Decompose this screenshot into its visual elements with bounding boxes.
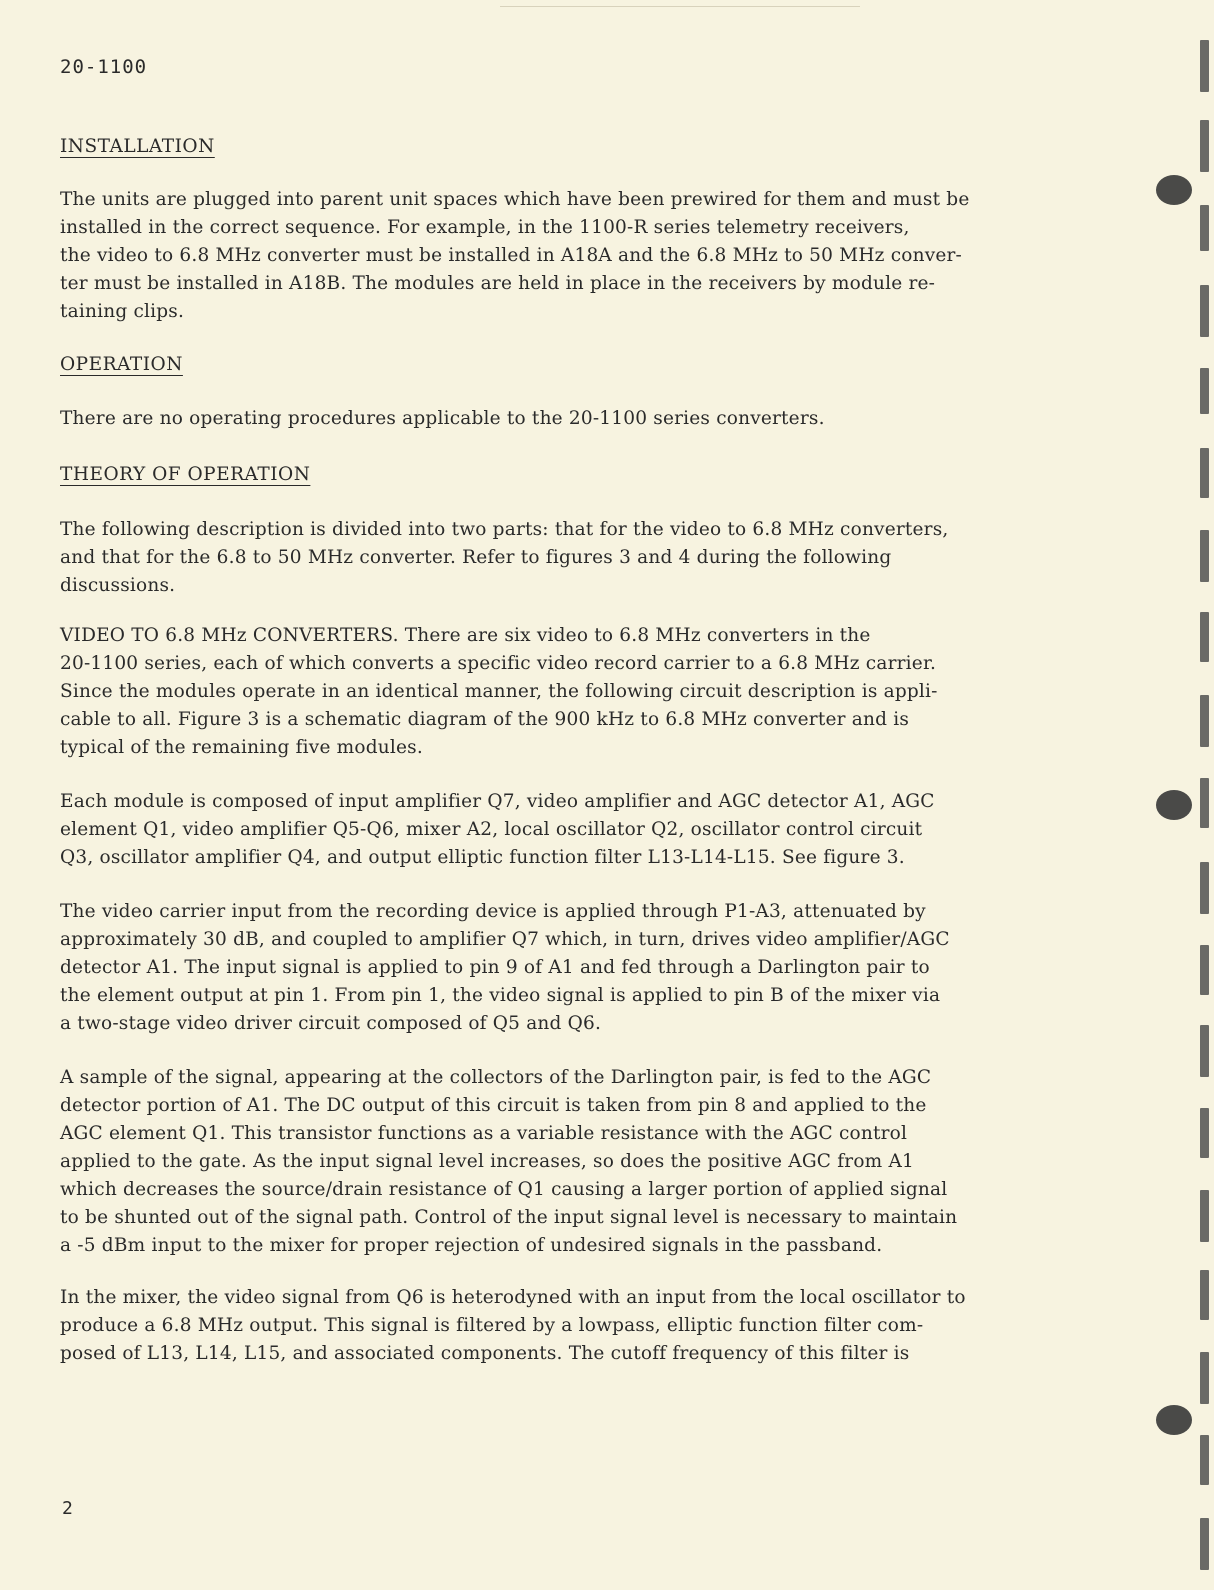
binding-slot [1200, 778, 1209, 828]
text-line: posed of L13, L14, L15, and associated components. The cutoff frequency of this filter is [60, 1343, 910, 1364]
text-line: The following description is divided into two parts: that for the video to 6.8 MHz converters, [60, 519, 949, 540]
paragraph-video-converters [60, 622, 1100, 762]
binding-slot [1200, 1190, 1209, 1242]
page-number: 2 [62, 1498, 73, 1519]
text-line: There are no operating procedures applicable to the 20-1100 series converters. [60, 408, 825, 429]
text-line: The video carrier input from the recording device is applied through P1-A3, attenuated by [60, 901, 926, 922]
heading-theory-of-operation: THEORY OF OPERATION [60, 464, 311, 485]
text-line: Since the modules operate in an identical manner, the following circuit description is appli- [60, 681, 938, 702]
text-line: element Q1, video amplifier Q5-Q6, mixer A2, local oscillator Q2, oscillator control circuit [60, 819, 923, 840]
binding-slot [1200, 1435, 1209, 1485]
text-line: applied to the gate. As the input signal level increases, so does the positive AGC from A1 [60, 1151, 915, 1172]
paragraph-module-composition [60, 788, 1100, 872]
binding-slot [1200, 612, 1209, 662]
text-line: a two-stage video driver circuit composed of Q5 and Q6. [60, 1013, 602, 1034]
binding-slot [1200, 945, 1209, 995]
paragraph-video-carrier [60, 898, 1100, 1038]
binding-slot [1200, 1352, 1209, 1404]
punch-hole [1156, 1405, 1192, 1435]
text-line: In the mixer, the video signal from Q6 is heterodyned with an input from the local oscillator to [60, 1287, 966, 1308]
text-line: 20-1100 series, each of which converts a specific video record carrier to a 6.8 MHz carrier. [60, 653, 937, 674]
text-line: which decreases the source/drain resistance of Q1 causing a larger portion of applied signal [60, 1179, 948, 1200]
text-line: and that for the 6.8 to 50 MHz converter. Refer to figures 3 and 4 during the following [60, 547, 892, 568]
binding-slot [1200, 368, 1209, 414]
text-line: A sample of the signal, appearing at the collectors of the Darlington pair, is fed to the AGC [60, 1067, 932, 1088]
text-line: discussions. [60, 575, 176, 596]
text-line: detector portion of A1. The DC output of this circuit is taken from pin 8 and applied to the [60, 1095, 927, 1116]
text-line: to be shunted out of the signal path. Control of the input signal level is necessary to maintain [60, 1207, 958, 1228]
text-line: the element output at pin 1. From pin 1, the video signal is applied to pin B of the mixer via [60, 985, 941, 1006]
text-line: approximately 30 dB, and coupled to amplifier Q7 which, in turn, drives video amplifier/AGC [60, 929, 950, 950]
binding-slot [1200, 1025, 1209, 1077]
binding-slot [1200, 205, 1209, 251]
punch-hole [1156, 175, 1192, 205]
paragraph-installation [60, 186, 1100, 326]
text-line: detector A1. The input signal is applied to pin 9 of A1 and fed through a Darlington pair to [60, 957, 930, 978]
paragraph-operation [60, 405, 1100, 433]
text-line: typical of the remaining five modules. [60, 737, 423, 758]
binding-slot [1200, 1518, 1209, 1570]
text-line: VIDEO TO 6.8 MHz CONVERTERS. There are six video to 6.8 MHz converters in the [60, 625, 871, 646]
heading-operation: OPERATION [60, 354, 183, 375]
punch-hole [1156, 790, 1192, 820]
text-line: cable to all. Figure 3 is a schematic diagram of the 900 kHz to 6.8 MHz converter and is [60, 709, 910, 730]
binding-slot [1200, 448, 1209, 498]
text-line: The units are plugged into parent unit spaces which have been prewired for them and must be [60, 189, 970, 210]
paragraph-theory-intro [60, 516, 1100, 600]
binding-slot [1200, 40, 1209, 92]
binding-slot [1200, 862, 1209, 914]
binding-slot [1200, 695, 1209, 747]
binding-slot [1200, 530, 1209, 582]
binding-slot [1200, 1108, 1209, 1158]
document-id: 20-1100 [60, 56, 148, 78]
scan-edge-line [500, 6, 860, 7]
text-line: Each module is composed of input amplifier Q7, video amplifier and AGC detector A1, AGC [60, 791, 935, 812]
text-line: Q3, oscillator amplifier Q4, and output elliptic function filter L13-L14-L15. See figure 3. [60, 847, 905, 868]
text-line: the video to 6.8 MHz converter must be installed in A18A and the 6.8 MHz to 50 MHz conver- [60, 245, 962, 266]
heading-installation: INSTALLATION [60, 136, 215, 157]
text-line: ter must be installed in A18B. The modules are held in place in the receivers by module re- [60, 273, 936, 294]
paragraph-agc-sample [60, 1064, 1100, 1260]
binding-edge [1144, 0, 1214, 1590]
binding-slot [1200, 1270, 1209, 1320]
binding-slot [1200, 285, 1209, 337]
text-line: AGC element Q1. This transistor functions as a variable resistance with the AGC control [60, 1123, 908, 1144]
paragraph-mixer [60, 1284, 1100, 1368]
text-line: taining clips. [60, 301, 185, 322]
binding-slot [1200, 120, 1209, 172]
text-line: a -5 dBm input to the mixer for proper rejection of undesired signals in the passband. [60, 1235, 883, 1256]
text-line: produce a 6.8 MHz output. This signal is filtered by a lowpass, elliptic function filter com- [60, 1315, 924, 1336]
text-line: installed in the correct sequence. For example, in the 1100-R series telemetry receivers, [60, 217, 910, 238]
